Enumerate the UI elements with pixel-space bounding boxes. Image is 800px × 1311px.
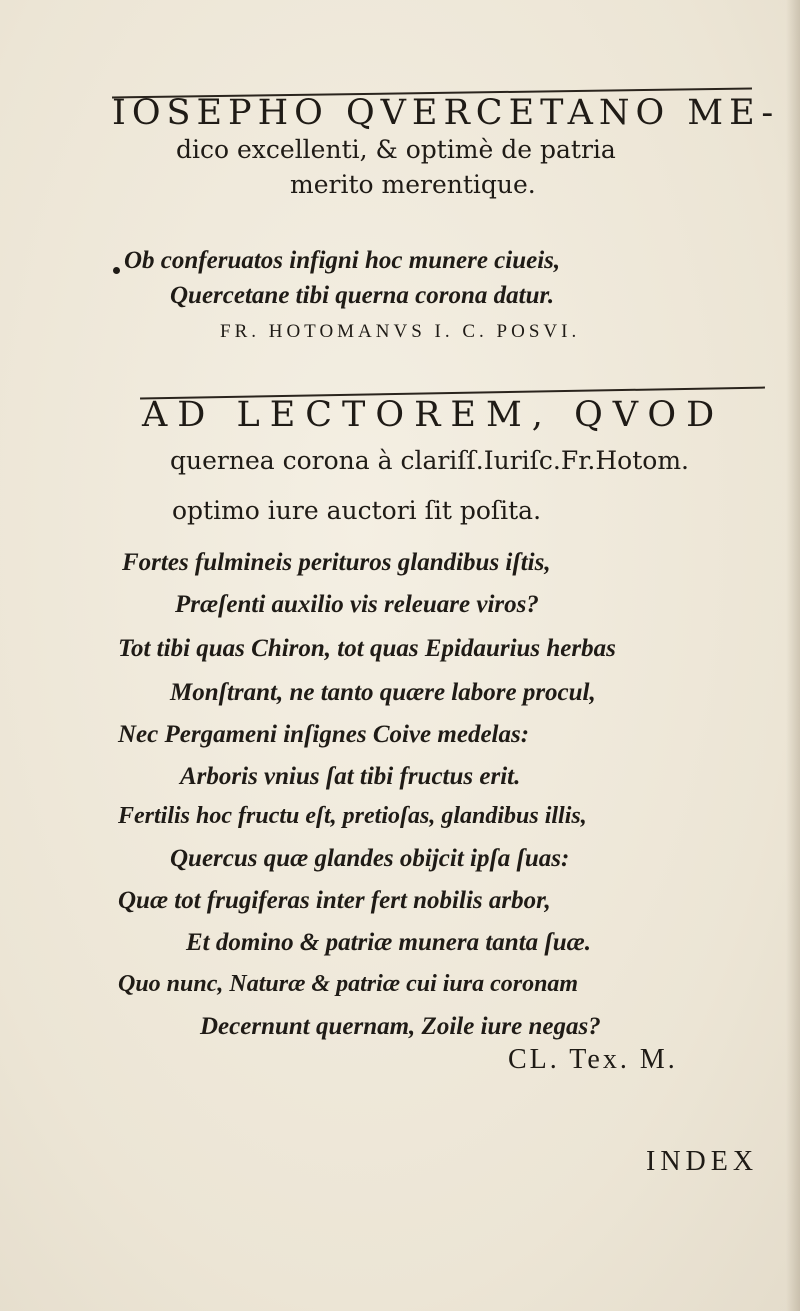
poem-line-11: Quo nunc, Naturæ & patriæ cui iura coronam [118,971,579,997]
epigram-verse-1: Ob conferuatos infigni hoc munere ciueis, [124,247,561,274]
dedication-line-3: merito merentique. [290,170,536,199]
page-edge-shadow [786,0,800,1311]
poem-line-1: Fortes fulmineis perituros glandibus iſtis, [122,549,551,576]
poem-line-10: Et domino & patriæ munera tanta ſuæ. [186,929,591,956]
poem-line-7: Fertilis hoc fructu eſt, pretioſas, glandibus illis, [118,803,587,829]
poem-signature: CL. Tex. M. [508,1044,678,1075]
address-line-3: optimo iure auctori ſit poſita. [172,496,542,525]
dedication-heading: IOSEPHO QVERCETANO ME- [112,93,780,133]
catchword: INDEX [646,1146,759,1177]
poem-line-3: Tot tibi quas Chiron, tot quas Epidaurius herbas [118,635,616,662]
poem-line-2: Præſenti auxilio vis releuare viros? [175,591,539,618]
epigram-verse-2: Quercetane tibi querna corona datur. [170,282,555,309]
address-line-2: quernea corona à clariſſ.Iuriſc.Fr.Hotom. [170,446,689,475]
epigram-signature: FR. HOTOMANVS I. C. POSVI. [220,321,581,342]
bullet-mark [113,267,120,274]
address-heading: AD LECTOREM, QVOD [142,395,725,435]
poem-line-9: Quæ tot frugiferas inter fert nobilis arbor, [118,887,551,914]
poem-line-12: Decernunt quernam, Zoile iure negas? [200,1013,601,1040]
poem-line-6: Arboris vnius ſat tibi fructus erit. [180,763,521,790]
poem-line-8: Quercus quæ glandes obijcit ipſa ſuas: [170,845,570,872]
dedication-line-2: dico excellenti, & optimè de patria [176,135,616,164]
poem-line-5: Nec Pergameni inſignes Coive medelas: [118,721,530,748]
poem-line-4: Monſtrant, ne tanto quære labore procul, [170,679,596,706]
